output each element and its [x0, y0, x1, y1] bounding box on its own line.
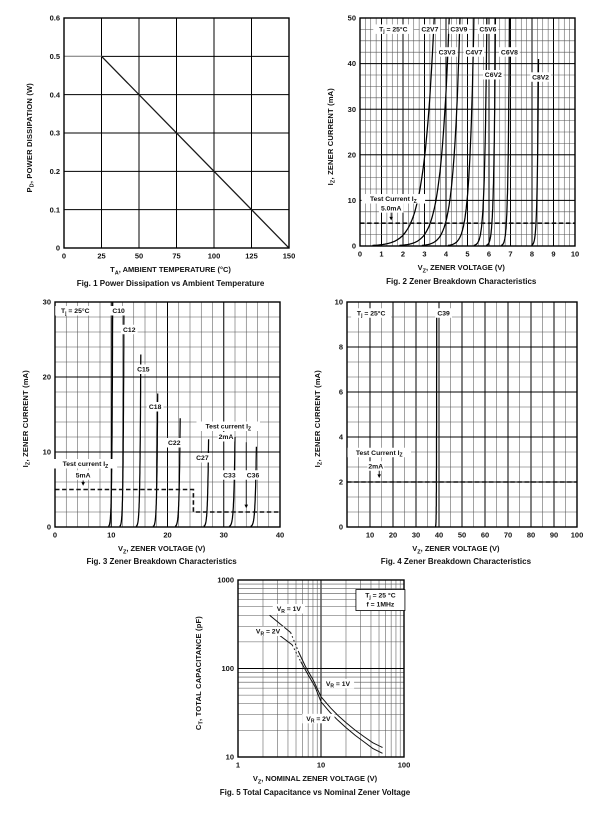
svg-text:2: 2	[400, 249, 405, 259]
svg-text:C15: C15	[136, 366, 150, 374]
svg-text:50: 50	[347, 13, 356, 23]
svg-text:4: 4	[443, 249, 448, 259]
svg-text:1000: 1000	[217, 575, 234, 585]
fig2-ylabel-post: , ZENER CURRENT (mA)	[326, 87, 335, 180]
svg-text:100: 100	[397, 760, 411, 770]
svg-text:1: 1	[378, 249, 384, 259]
fig1-x-axis-label	[24, 265, 303, 277]
svg-text:Tj = 25°C: $T_j = 25^\circ C$	[60, 307, 90, 317]
fig1-ylabel-pre: P	[25, 187, 35, 193]
svg-text:50: 50	[457, 530, 466, 539]
svg-text:0: 0	[55, 243, 60, 253]
fig2-xlabel-sub: Z	[422, 268, 426, 275]
svg-text:0: 0	[351, 241, 356, 251]
figures-row-1	[0, 10, 610, 288]
fig2-y-axis-label	[326, 88, 337, 185]
svg-text:30: 30	[347, 104, 356, 114]
svg-text:C27: C27	[195, 454, 209, 462]
svg-text:C5V6: C5V6	[478, 26, 496, 34]
svg-text:VR = 2V: $V_R = 2V$	[306, 716, 331, 725]
fig1-ylabel-post: , POWER DISSIPATION (W)	[25, 82, 35, 183]
svg-text:C33: C33	[222, 471, 236, 479]
svg-text:25: 25	[97, 251, 106, 261]
svg-text:10: 10	[225, 752, 234, 762]
figure-4-zener-breakdown	[313, 294, 589, 567]
fig5-xlabel-pre: V	[252, 774, 258, 783]
figure-1-power-dissipation	[24, 10, 303, 288]
svg-text:C3V3: C3V3	[438, 49, 456, 57]
fig4-ylabel-sub: Z	[317, 461, 324, 465]
svg-text:VR = 2V: $V_R = 2V$	[255, 628, 280, 638]
fig1-xlabel-sub: A	[114, 270, 119, 277]
svg-text:0: 0	[61, 251, 66, 261]
fig3-chart-canvas	[33, 294, 292, 544]
figure-5-total-capacitance	[190, 572, 420, 797]
fig1-y-axis-label	[25, 83, 36, 193]
svg-text:0.1: 0.1	[49, 205, 60, 215]
figures-row-2	[0, 294, 610, 567]
fig4-caption: Fig. 4 Zener Breakdown Characteristics	[380, 557, 532, 566]
svg-text:10: 10	[365, 530, 374, 539]
svg-text:10: 10	[106, 530, 116, 539]
fig5-xlabel-sub: Z	[257, 779, 262, 786]
svg-text:Test current IZ: Test current $I_Z$	[62, 460, 109, 470]
svg-text:3: 3	[421, 249, 427, 259]
svg-text:10: 10	[347, 196, 356, 205]
fig2-ylabel-pre: I	[326, 182, 335, 186]
svg-text:C22: C22	[167, 439, 181, 447]
svg-text:9: 9	[550, 249, 556, 259]
svg-text:40: 40	[434, 530, 443, 539]
svg-text:2mA: 2mA	[368, 462, 383, 470]
fig5-xlabel-post: , NOMINAL ZENER VOLTAGE (V)	[261, 774, 378, 783]
svg-text:70: 70	[503, 530, 512, 539]
svg-text:C12: C12	[122, 326, 136, 334]
fig5-x-axis-label	[190, 774, 420, 786]
fig2-x-axis-label	[327, 263, 586, 275]
svg-text:0.5: 0.5	[49, 51, 60, 61]
svg-text:40: 40	[347, 59, 356, 69]
svg-text:Test current IZ: Test current $I_Z$	[205, 423, 251, 432]
svg-text:0: 0	[338, 522, 343, 532]
svg-text:C2V7: C2V7	[420, 26, 438, 34]
fig4-chart-canvas	[325, 294, 589, 544]
svg-text:20: 20	[163, 530, 172, 539]
svg-text:7: 7	[507, 249, 513, 259]
svg-text:4: 4	[338, 432, 343, 442]
fig5-caption: Fig. 5 Total Capacitance vs Nominal Zener Voltage	[219, 787, 411, 797]
svg-text:2mA: 2mA	[218, 433, 234, 441]
fig4-xlabel-pre: V	[412, 543, 418, 553]
svg-text:VR = 1V: $V_R = 1V$	[276, 606, 301, 615]
svg-text:1: 1	[235, 760, 240, 770]
fig4-ylabel-pre: I	[313, 464, 323, 468]
fig5-y-axis-label	[194, 616, 205, 730]
svg-text:20: 20	[388, 530, 397, 539]
svg-text:10: 10	[570, 249, 579, 259]
fig3-xlabel-pre: V	[117, 543, 123, 553]
svg-text:6: 6	[338, 387, 343, 397]
fig3-xlabel-sub: Z	[122, 549, 127, 555]
fig1-xlabel-post: , AMBIENT TEMPERATURE (°C)	[118, 265, 231, 274]
figure-3-zener-breakdown	[21, 294, 292, 567]
fig3-x-axis-label	[22, 544, 291, 556]
fig3-xlabel-post: , ZENER VOLTAGE (V)	[126, 543, 206, 553]
figures-row-3	[0, 572, 610, 797]
svg-text:50: 50	[134, 251, 143, 261]
svg-text:100: 100	[570, 530, 583, 539]
svg-text:C36: C36	[246, 471, 260, 479]
svg-text:30: 30	[42, 297, 51, 307]
fig3-ylabel-pre: I	[21, 464, 31, 468]
svg-text:C6V2: C6V2	[484, 72, 502, 80]
fig3-caption: Fig. 3 Zener Breakdown Characteristics	[86, 557, 237, 566]
svg-text:150: 150	[282, 251, 296, 261]
fig1-ylabel-sub: D	[29, 182, 36, 188]
svg-text:20: 20	[347, 150, 356, 160]
svg-text:2: 2	[338, 477, 343, 487]
fig4-x-axis-label	[314, 544, 588, 556]
fig2-chart-canvas	[338, 10, 587, 263]
svg-text:100: 100	[221, 664, 234, 674]
svg-text:C10: C10	[112, 307, 125, 315]
fig5-ylabel-pre: C	[194, 724, 204, 731]
svg-text:0.3: 0.3	[49, 128, 60, 138]
svg-text:C6V8: C6V8	[500, 49, 518, 57]
fig2-xlabel-post: , ZENER VOLTAGE (V)	[426, 263, 505, 272]
fig5-ylabel-post: , TOTAL CAPACITANCE (pF)	[194, 615, 204, 721]
svg-text:0: 0	[357, 249, 362, 259]
svg-text:Tj = 25 °C: $T_j = 25$ °C	[364, 592, 396, 602]
svg-text:10: 10	[42, 447, 51, 457]
svg-text:C18: C18	[148, 403, 162, 411]
fig1-chart-canvas	[37, 10, 301, 265]
svg-text:8: 8	[338, 342, 343, 352]
svg-text:C4V7: C4V7	[464, 49, 482, 57]
fig2-xlabel-pre: V	[417, 263, 423, 272]
fig1-xlabel-pre: T	[110, 265, 115, 274]
svg-text:0.2: 0.2	[49, 166, 60, 176]
svg-text:0.4: 0.4	[49, 90, 60, 100]
fig3-ylabel-sub: Z	[25, 461, 32, 465]
fig3-y-axis-label	[21, 370, 32, 467]
svg-text:80: 80	[526, 530, 535, 539]
svg-text:Test Current IZ: Test Current $I_Z$	[355, 449, 403, 459]
fig2-ylabel-sub: Z	[330, 179, 337, 183]
svg-text:C39: C39	[437, 309, 450, 317]
svg-text:90: 90	[549, 530, 558, 539]
svg-text:10: 10	[316, 760, 325, 770]
fig5-ylabel-sub: T	[198, 720, 205, 725]
svg-text:0: 0	[52, 530, 57, 539]
svg-text:0: 0	[46, 522, 51, 532]
fig4-y-axis-label	[313, 370, 324, 467]
svg-text:75: 75	[172, 251, 181, 261]
svg-text:VR = 1V: $V_R = 1V$	[325, 681, 350, 690]
svg-text:Tj = 25°C: $T_j = 25^\circ C$	[356, 309, 386, 319]
svg-text:5.0mA: 5.0mA	[380, 205, 401, 213]
svg-text:f = 1MHz: f = 1MHz	[366, 601, 395, 609]
svg-text:10: 10	[334, 297, 343, 307]
svg-text:C8V2: C8V2	[531, 74, 549, 82]
svg-text:40: 40	[275, 530, 284, 539]
fig3-ylabel-post: , ZENER CURRENT (mA)	[21, 369, 31, 462]
fig2-caption: Fig. 2 Zener Breakdown Characteristics	[386, 276, 537, 286]
svg-text:60: 60	[480, 530, 489, 539]
svg-text:8: 8	[529, 249, 534, 259]
svg-text:30: 30	[411, 530, 420, 539]
fig4-ylabel-post: , ZENER CURRENT (mA)	[313, 369, 323, 462]
fig4-xlabel-sub: Z	[417, 549, 421, 555]
svg-text:5: 5	[464, 249, 470, 259]
svg-text:Test Current IZ: Test Current $I_Z$	[369, 196, 417, 205]
fig5-chart-canvas	[206, 572, 416, 774]
svg-text:0.6: 0.6	[49, 13, 60, 23]
svg-text:C3V9: C3V9	[449, 26, 467, 34]
svg-text:6: 6	[486, 249, 491, 259]
svg-text:20: 20	[42, 372, 51, 382]
svg-text:125: 125	[244, 251, 258, 261]
figure-2-zener-breakdown	[326, 10, 587, 286]
svg-text:30: 30	[219, 530, 228, 539]
fig1-caption: Fig. 1 Power Dissipation vs Ambient Temperature	[76, 278, 265, 288]
svg-text:100: 100	[207, 251, 221, 261]
svg-text:5mA: 5mA	[75, 471, 91, 479]
fig4-xlabel-post: , ZENER VOLTAGE (V)	[420, 543, 500, 553]
svg-text:Tj = 25°C: $T_j = 25^\circ C$	[378, 26, 408, 36]
